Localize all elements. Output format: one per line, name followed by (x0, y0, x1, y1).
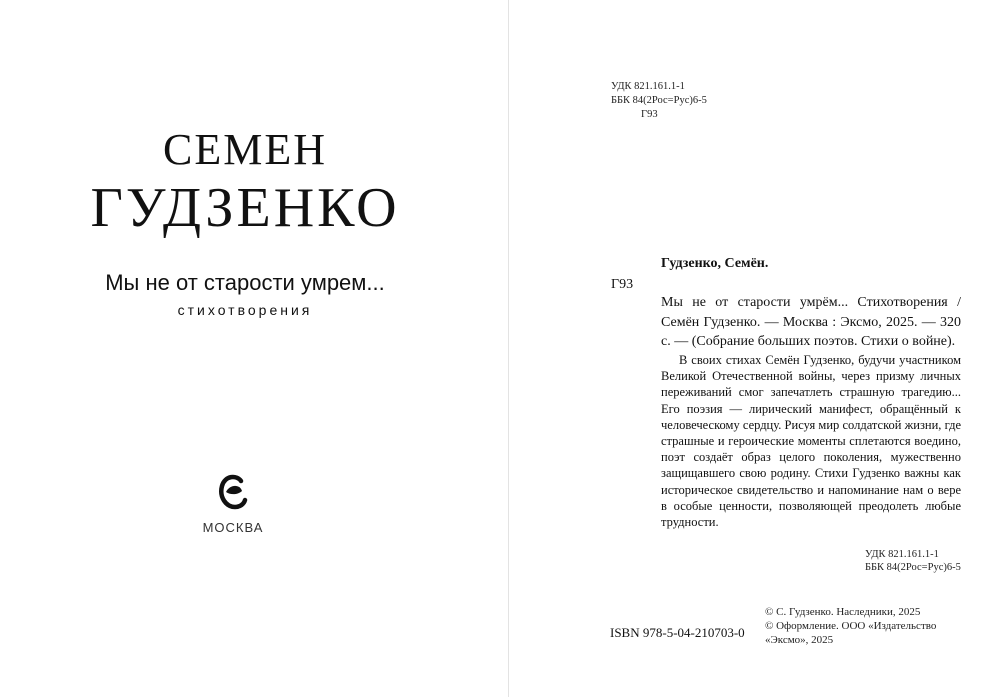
author-last-name: ГУДЗЕНКО (90, 177, 400, 239)
book-subtitle: стихотворения (177, 302, 313, 318)
udk-code: УДК 821.161.1-1 (611, 81, 685, 92)
book-abstract: В своих стихах Семён Гудзенко, будучи участником Великой Отечественной войны, через призму личных переживаний смог запечатлеть страшную трагедию... Его поэзия — лирический манифест, обращённый к человеческому сердцу. Рисуя мир солдатской жизни, где страшные и героические моменты сплетаются воедино, поэт создаёт образ целого поколения, мужественно защищавшего свою родину. Стихи Гудзенко важны как историческое свидетельство и напоминание нам о вере в особые ценности, позволяющей преодолеть любые трудности. (661, 353, 961, 530)
catalog-entry-description-text: Мы не от старости умрём... Стихотворения / Семён Гудзенко. — Москва : Эксмо, 2025. — 320 с. — (Собрание больших поэтов. Стихи о войне). (661, 295, 961, 349)
catalog-entry-description (661, 274, 961, 352)
bbk-code: ББК 84(2Рос=Рус)6-5 (865, 562, 961, 573)
author-first-name: СЕМЕН (163, 125, 327, 174)
eksmo-logo-icon (216, 470, 250, 514)
imprint-page (509, 0, 1005, 697)
catalog-entry-code: Г93 (611, 277, 634, 292)
isbn: ISBN 978-5-04-210703-0 (610, 625, 745, 640)
book-title: Мы не от старости умрем... (105, 270, 385, 295)
udk-code: УДК 821.161.1-1 (865, 549, 939, 560)
catalog-entry-author: Гудзенко, Семён. (661, 256, 769, 271)
publisher-city: МОСКВА (202, 520, 264, 535)
copyright-block (765, 605, 965, 647)
copyright-line: © С. Гудзенко. Наследники, 2025 (765, 606, 921, 618)
classification-codes-bottom (865, 548, 961, 574)
classification-codes-top (611, 80, 707, 122)
copyright-line: © Оформление. ООО «Издательство «Эксмо», 2025 (765, 620, 937, 646)
author-sign: Г93 (641, 109, 658, 120)
bbk-code: ББК 84(2Рос=Рус)6-5 (611, 95, 707, 106)
